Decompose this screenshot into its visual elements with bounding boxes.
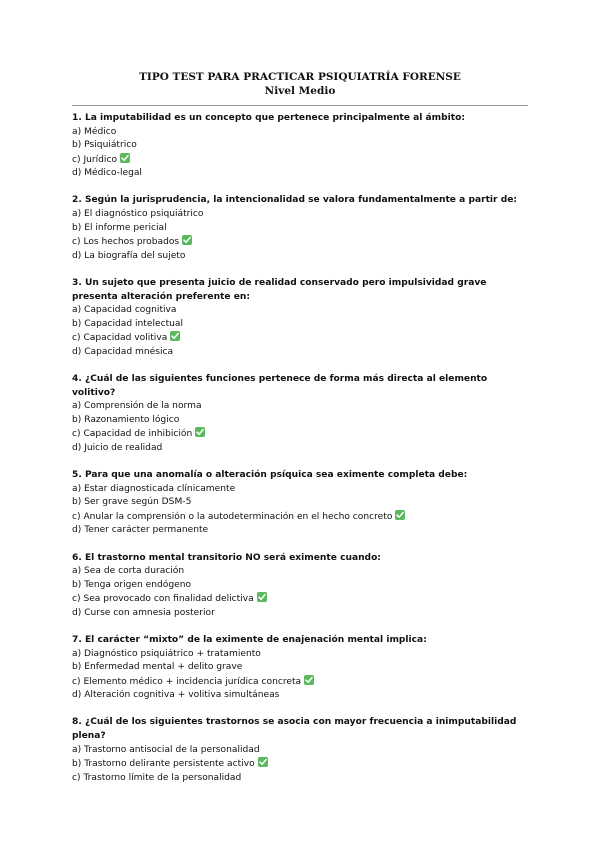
answer-option [72, 139, 528, 153]
answer-option [72, 126, 528, 140]
answer-option [72, 222, 528, 236]
answer-option-label: b) El informe pericial [72, 222, 167, 233]
check-mark-icon [395, 510, 405, 520]
answer-option-label: c) Sea provocado con finalidad delictiva [72, 594, 254, 605]
answer-option [72, 442, 528, 456]
question-7 [72, 634, 528, 703]
answer-option-label: a) Trastorno antisocial de la personalidad [72, 744, 260, 755]
answer-option-label: a) Capacidad cognitiva [72, 305, 177, 316]
answer-option-label: d) Capacidad mnésica [72, 346, 174, 357]
answer-option-label: a) Comprensión de la norma [72, 401, 202, 412]
answer-option [72, 414, 528, 428]
answer-option [72, 235, 528, 250]
question-text: 3. Un sujeto que presenta juicio de realidad conservado pero impulsividad grave presenta alteración preferente en: [72, 277, 487, 302]
answer-option [72, 607, 528, 621]
header-divider [72, 105, 528, 106]
answer-option [72, 167, 528, 181]
answer-option [72, 510, 528, 525]
answer-option-label: c) Elemento médico + incidencia jurídica concreta [72, 676, 302, 687]
answer-option-label: d) Médico-legal [72, 168, 142, 179]
answer-option-label: c) Anular la comprensión o la autodeterminación en el hecho concreto [72, 511, 393, 522]
answer-option [72, 483, 528, 497]
document-header [72, 70, 528, 98]
answer-option-label: c) Trastorno límite de la personalidad [72, 772, 242, 783]
check-mark-icon [120, 153, 130, 163]
document-title: TIPO TEST PARA PRACTICAR PSIQUIATRÍA FORENSE [139, 71, 461, 83]
answer-option-label: d) Alteración cognitiva + volitiva simultáneas [72, 690, 280, 701]
answer-option-label: b) Enfermedad mental + delito grave [72, 662, 243, 673]
check-mark-icon [170, 331, 180, 341]
answer-option [72, 304, 528, 318]
check-mark-icon [257, 592, 267, 602]
answer-option [72, 250, 528, 264]
answer-option-label: c) Capacidad de inhibición [72, 429, 193, 440]
answer-option [72, 648, 528, 662]
answer-option [72, 331, 528, 346]
answer-option-label: c) Capacidad volitiva [72, 333, 168, 344]
answer-option-label: b) Tenga origen endógeno [72, 579, 192, 590]
answer-option-label: c) Los hechos probados [72, 237, 180, 248]
answer-option [72, 675, 528, 690]
answer-option-label: b) Psiquiátrico [72, 140, 137, 151]
answer-option-label: a) Diagnóstico psiquiátrico + tratamiento [72, 648, 261, 659]
answer-option [72, 592, 528, 607]
check-mark-icon [304, 675, 314, 685]
question-3 [72, 277, 528, 360]
answer-option [72, 208, 528, 222]
answer-option [72, 772, 528, 786]
check-mark-icon [258, 757, 268, 767]
answer-option-label: b) Ser grave según DSM-5 [72, 497, 192, 508]
answer-option-label: a) Estar diagnosticada clínicamente [72, 483, 236, 494]
answer-option-label: d) Juicio de realidad [72, 442, 163, 453]
question-5 [72, 469, 528, 538]
answer-option [72, 524, 528, 538]
answer-option-label: a) El diagnóstico psiquiátrico [72, 209, 204, 220]
question-text: 2. Según la jurisprudencia, la intencionalidad se valora fundamentalmente a partir de: [72, 195, 518, 206]
question-1 [72, 112, 528, 181]
answer-option-label: d) Tener carácter permanente [72, 525, 209, 536]
answer-option [72, 318, 528, 332]
answer-option-label: b) Capacidad intelectual [72, 318, 184, 329]
question-8 [72, 716, 528, 785]
answer-option [72, 153, 528, 168]
question-2 [72, 194, 528, 263]
question-text: 1. La imputabilidad es un concepto que pertenece principalmente al ámbito: [72, 113, 465, 123]
question-text: 5. Para que una anomalía o alteración psíquica sea eximente completa debe: [72, 470, 468, 481]
answer-option-label: c) Jurídico [72, 154, 118, 165]
question-4 [72, 373, 528, 456]
answer-option [72, 496, 528, 510]
answer-option [72, 400, 528, 414]
answer-option [72, 757, 528, 772]
answer-option [72, 346, 528, 360]
answer-option [72, 427, 528, 442]
document-subtitle: Nivel Medio [264, 85, 336, 97]
answer-option [72, 579, 528, 593]
answer-option-label: d) La biografía del sujeto [72, 250, 186, 261]
question-text: 8. ¿Cuál de los siguientes trastornos se asocia con mayor frecuencia a inimputabilidad plena? [72, 717, 517, 742]
answer-option-label: d) Curse con amnesia posterior [72, 607, 215, 618]
answer-option [72, 565, 528, 579]
check-mark-icon [195, 427, 205, 437]
answer-option-label: a) Sea de corta duración [72, 566, 185, 577]
check-mark-icon [182, 235, 192, 245]
question-text: 4. ¿Cuál de las siguientes funciones pertenece de forma más directa al elemento volitivo? [72, 374, 488, 398]
question-6 [72, 552, 528, 621]
question-text: 7. El carácter “mixto” de la eximente de enajenación mental implica: [72, 635, 427, 645]
answer-option [72, 661, 528, 675]
question-text: 6. El trastorno mental transitorio NO será eximente cuando: [72, 552, 381, 563]
answer-option [72, 744, 528, 758]
question-list [72, 112, 528, 785]
answer-option-label: b) Razonamiento lógico [72, 414, 180, 425]
answer-option [72, 689, 528, 703]
answer-option-label: b) Trastorno delirante persistente activo [72, 759, 255, 770]
answer-option-label: a) Médico [72, 126, 117, 137]
